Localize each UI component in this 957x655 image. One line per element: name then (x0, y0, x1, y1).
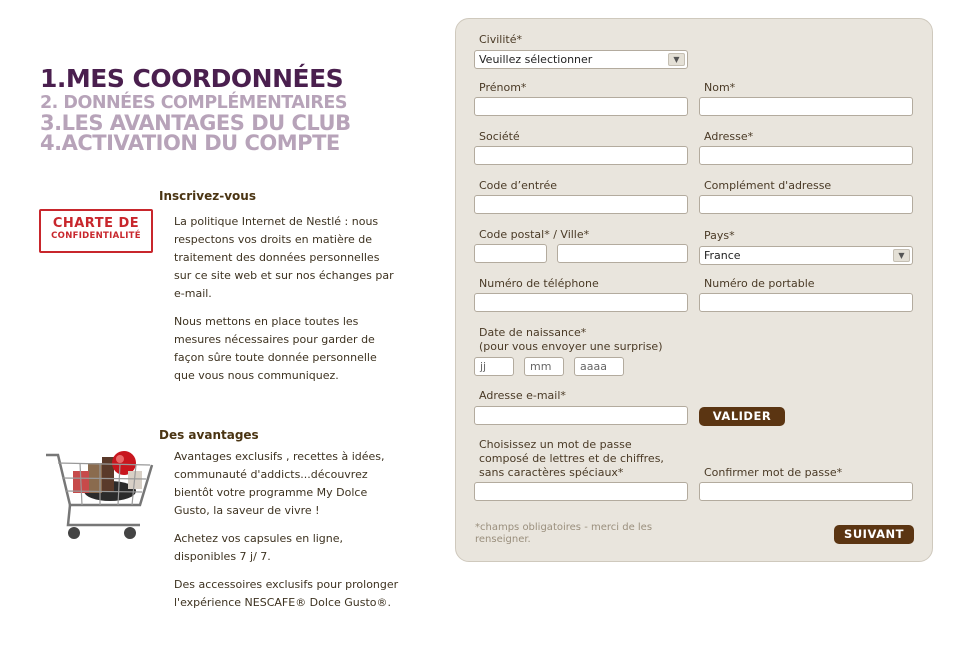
confirm-password-label: Confirmer mot de passe* (704, 466, 843, 479)
password-label-line2: composé de lettres et de chiffres, (479, 452, 664, 465)
avantages-paragraph-1: Avantages exclusifs , recettes à idées, communauté d'addicts...découvrez bientôt votre programme My Dolce Gusto, la saveur de vivre ! (174, 450, 385, 517)
complement-label: Complément d'adresse (704, 179, 832, 192)
adresse-input[interactable] (699, 146, 913, 165)
civilite-select-value: Veuillez sélectionner (479, 53, 593, 66)
pays-select[interactable] (699, 246, 913, 265)
cp-ville-label: Code postal* / Ville* (479, 228, 590, 241)
avantages-text (174, 448, 399, 622)
prenom-input[interactable] (474, 97, 688, 116)
chevron-down-icon[interactable]: ▼ (893, 249, 910, 262)
nom-input[interactable] (699, 97, 913, 116)
code-postal-input[interactable] (474, 244, 547, 263)
birth-day-input[interactable]: jj (474, 357, 514, 376)
ville-input[interactable] (557, 244, 688, 263)
valider-button[interactable]: VALIDER (699, 407, 785, 426)
suivant-button[interactable]: SUIVANT (834, 525, 914, 544)
badge-line1: CHARTE DE (52, 216, 140, 231)
password-label (479, 438, 664, 480)
shopping-cart-icon (40, 433, 160, 548)
password-label-line3: sans caractères spéciaux* (479, 466, 624, 479)
step-2: 2. DONNÉES COMPLÉMENTAIRES (40, 93, 347, 113)
avantages-paragraph-3: Des accessoires exclusifs pour prolonger l'expérience NESCAFE® Dolce Gusto®. (174, 578, 399, 609)
adresse-label: Adresse* (704, 130, 754, 143)
tel-input[interactable] (474, 293, 688, 312)
email-input[interactable] (474, 406, 688, 425)
birth-month-input[interactable]: mm (524, 357, 564, 376)
portable-input[interactable] (699, 293, 913, 312)
inscrivez-paragraph-1: La politique Internet de Nestlé : nous respectons vos droits en matière de traitement des données personnelles sur ce site web et sur nos échanges par e-mail. (174, 215, 394, 300)
inscrivez-paragraph-2: Nous mettons en place toutes les mesures nécessaires pour garder de façon sûre toute donnée personnelle que vous nous communiquez. (174, 315, 377, 382)
birth-year-input[interactable]: aaaa (574, 357, 624, 376)
step-3: 3.LES AVANTAGES DU CLUB (40, 111, 351, 135)
civilite-select[interactable] (474, 50, 688, 69)
password-input[interactable] (474, 482, 688, 501)
inscrivez-text (174, 213, 399, 395)
naissance-label (479, 326, 663, 354)
confirm-password-input[interactable] (699, 482, 913, 501)
badge-line2: CONFIDENTIALITÉ (51, 231, 141, 241)
tel-label: Numéro de téléphone (479, 277, 599, 290)
complement-input[interactable] (699, 195, 913, 214)
avantages-paragraph-2: Achetez vos capsules en ligne, disponibles 7 j/ 7. (174, 532, 344, 563)
code-entree-label: Code d’entrée (479, 179, 558, 192)
pays-label: Pays* (704, 229, 735, 242)
naissance-label-line2: (pour vous envoyer une surprise) (479, 340, 663, 353)
password-label-line1: Choisissez un mot de passe (479, 438, 632, 451)
inscrivez-title: Inscrivez-vous (159, 189, 256, 203)
required-fields-note: *champs obligatoires - merci de les renseigner. (475, 522, 653, 545)
step-1-active: 1.MES COORDONNÉES (40, 64, 344, 93)
chevron-down-icon[interactable]: ▼ (668, 53, 685, 66)
code-entree-input[interactable] (474, 195, 688, 214)
portable-label: Numéro de portable (704, 277, 815, 290)
societe-label: Société (479, 130, 520, 143)
email-label: Adresse e-mail* (479, 389, 566, 402)
pays-select-value: France (704, 249, 741, 262)
nom-label: Nom* (704, 81, 736, 94)
societe-input[interactable] (474, 146, 688, 165)
registration-steps (40, 65, 351, 153)
naissance-label-line1: Date de naissance* (479, 326, 587, 339)
privacy-charter-badge[interactable] (39, 209, 153, 253)
avantages-title: Des avantages (159, 428, 259, 442)
prenom-label: Prénom* (479, 81, 527, 94)
step-4: 4.ACTIVATION DU COMPTE (40, 131, 340, 155)
civilite-label: Civilité* (479, 33, 522, 46)
